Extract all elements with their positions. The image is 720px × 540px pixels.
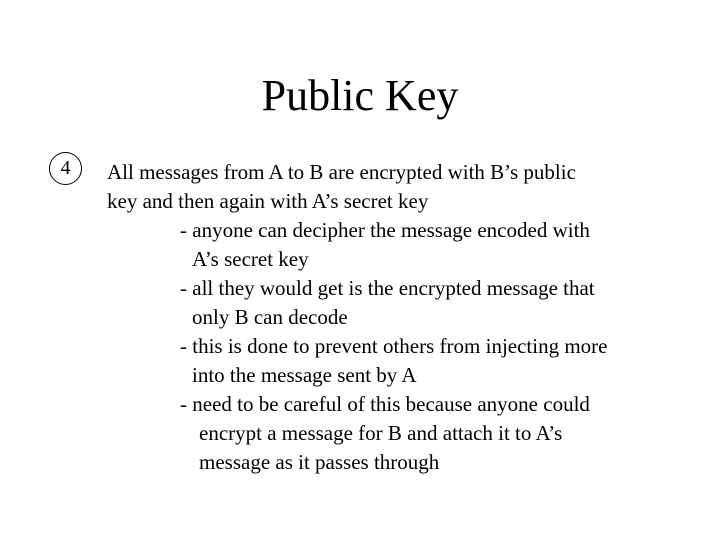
intro-line: key and then again with A’s secret key — [107, 189, 429, 213]
bullet-point-line: - need to be careful of this because anyone could — [180, 392, 590, 416]
bullet-point-continuation: into the message sent by A — [192, 363, 417, 387]
bullet-point-continuation: only B can decode — [192, 305, 348, 329]
bullet-point-line: - this is done to prevent others from injecting more — [180, 334, 608, 358]
bullet-point-continuation: A’s secret key — [192, 247, 309, 271]
bullet-point-continuation: message as it passes through — [199, 450, 440, 474]
intro-line: All messages from A to B are encrypted with B’s public — [107, 160, 576, 184]
bullet-point-continuation: encrypt a message for B and attach it to A’s — [199, 421, 563, 445]
slide-title: Public Key — [261, 71, 459, 120]
bullet-point-line: - all they would get is the encrypted message that — [180, 276, 595, 300]
step-number-badge: 4 — [49, 152, 82, 185]
bullet-point-line: - anyone can decipher the message encoded with — [180, 218, 590, 242]
